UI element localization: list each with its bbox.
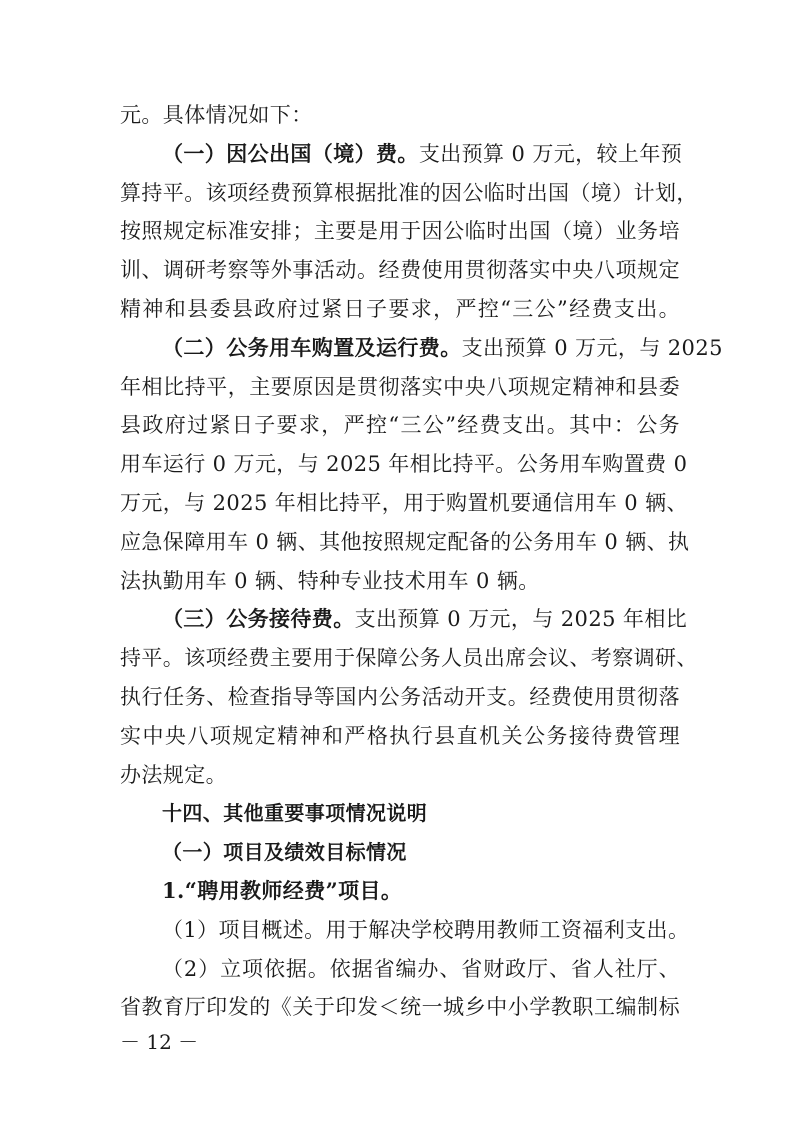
paragraph-line: 执行任务、检查指导等国内公务活动开支。经费使用贯彻落 bbox=[120, 685, 680, 709]
section-heading: （一）因公出国（境）费。 bbox=[162, 140, 419, 166]
paragraph-line: 训、调研考察等外事活动。经费使用贯彻落实中央八项规定 bbox=[120, 258, 680, 283]
paragraph-line: 年相比持平，主要原因是贯彻落实中央八项规定精神和县委 bbox=[120, 374, 680, 399]
paragraph-text: 支出预算 0 万元，较上年预 bbox=[418, 141, 683, 166]
section-heading: （三）公务接待费。 bbox=[162, 606, 355, 632]
paragraph-line: 持平。该项经费主要用于保障公务人员出席会议、考察调研、 bbox=[120, 646, 698, 671]
paragraph-line: （2）立项依据。依据省编办、省财政厅、省人社厅、 bbox=[162, 956, 680, 981]
paragraph-line: 法执勤用车 0 辆、特种专业技术用车 0 辆。 bbox=[120, 568, 540, 593]
paragraph-line: 县政府过紧日子要求，严控“三公”经费支出。其中：公务 bbox=[120, 413, 680, 438]
subsection-heading: （一）项目及绩效目标情况 bbox=[162, 840, 407, 865]
paragraph-text: 支出预算 0 万元，与 2025 年相比 bbox=[354, 607, 688, 632]
section-heading: （二）公务用车购置及运行费。 bbox=[162, 334, 462, 360]
paragraph-line: 算持平。该项经费预算根据批准的因公临时出国（境）计划， bbox=[120, 180, 698, 205]
paragraph-line bbox=[162, 139, 683, 169]
paragraph-line bbox=[162, 604, 688, 634]
paragraph-line: 用车运行 0 万元，与 2025 年相比持平。公务用车购置费 0 bbox=[120, 452, 688, 477]
paragraph-line bbox=[162, 333, 723, 363]
page-number: － 12 － bbox=[120, 1030, 199, 1055]
paragraph-line: 精神和县委县政府过紧日子要求，严控“三公”经费支出。 bbox=[120, 297, 680, 321]
project-heading: 1.“聘用教师经费”项目。 bbox=[162, 878, 403, 903]
paragraph-line: （1）项目概述。用于解决学校聘用教师工资福利支出。 bbox=[162, 917, 690, 942]
paragraph-line: 按照规定标准安排；主要是用于因公临时出国（境）业务培 bbox=[120, 219, 680, 244]
paragraph-text: 支出预算 0 万元，与 2025 bbox=[461, 335, 723, 360]
paragraph-line: 省教育厅印发的《关于印发＜统一城乡中小学教职工编制标 bbox=[120, 995, 680, 1020]
paragraph-line: 万元，与 2025 年相比持平，用于购置机要通信用车 0 辆、 bbox=[120, 491, 688, 515]
paragraph-line: 应急保障用车 0 辆、其他按照规定配备的公务用车 0 辆、执 bbox=[120, 529, 690, 554]
chapter-heading: 十四、其他重要事项情况说明 bbox=[162, 801, 428, 826]
paragraph-line: 元。具体情况如下： bbox=[120, 103, 313, 127]
paragraph-line: 实中央八项规定精神和严格执行县直机关公务接待费管理 bbox=[120, 723, 680, 748]
paragraph-line: 办法规定。 bbox=[120, 762, 227, 787]
